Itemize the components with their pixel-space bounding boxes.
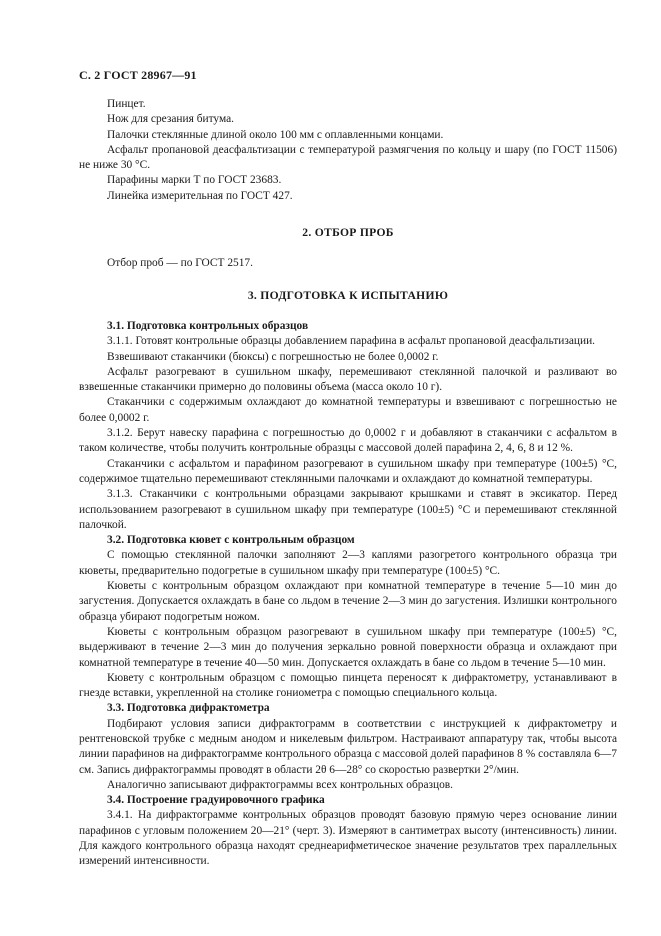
section-2-text: Отбор проб — по ГОСТ 2517. bbox=[107, 257, 253, 270]
subsection-3-4-heading: 3.4. Построение градуировочного графика bbox=[107, 794, 325, 807]
paragraph: Кюветы с контрольным образцом разогревают в сушильном шкафу при температуре (100±5) °С, выдерживают в течение 2—3 мин до получения зеркально ровной поверхности образца и охлаждают при комнатной температуре в течение 40—50 мин. Допускается охлаждать в бане со льдом в течение 5—10 мин. bbox=[79, 625, 617, 669]
paragraph: Стаканчики с асфальтом и парафином разогревают в сушильном шкафу при температуре (100±5) °С, содержимое тщательно перемешивают стеклянными палочками и охлаждают до комнатной температуры. bbox=[79, 457, 617, 485]
equipment-item: Асфальт пропановой деасфальтизации с температурой размягчения по кольцу и шару (по ГОСТ 11506) не ниже 30 °С. bbox=[79, 143, 617, 172]
subsection-3-2-heading: 3.2. Подготовка кювет с контрольным образцом bbox=[107, 534, 355, 547]
document-body bbox=[79, 97, 617, 870]
paragraph: Кюветы с контрольным образцом охлаждают при комнатной температуре в течение 5—10 мин до загустения. Допускается охлаждать в бане со льдом в течение 2—3 мин до загустения. Излишки контрольного образца убирают подогретым ножом. bbox=[79, 580, 617, 623]
equipment-item: Линейка измерительная по ГОСТ 427. bbox=[107, 189, 293, 202]
paragraph: 3.1.1. Готовят контрольные образцы добавлением парафина в асфальт пропановой деасфальтизации. bbox=[107, 335, 596, 348]
equipment-list bbox=[79, 97, 617, 204]
section-3-heading: 3. ПОДГОТОВКА К ИСПЫТАНИЮ bbox=[247, 288, 449, 302]
paragraph: Асфальт разогревают в сушильном шкафу, перемешивают стеклянной палочкой и разливают во взвешенные стаканчики примерно до половины объема (масса около 10 г). bbox=[79, 365, 617, 394]
paragraph: 3.1.2. Берут навеску парафина с погрешностью до 0,0002 г и добавляют в стаканчики с асфальтом в таком количестве, чтобы получить контрольные образцы с массовой долей парафина 2, 4, 6, 8 и 12 %. bbox=[79, 427, 617, 455]
paragraph: 3.1.3. Стаканчики с контрольными образцами закрывают крышками и ставят в эксикатор. Перед использованием разогревают в сушильном шкафу при температуре (100±5) °С и перемешивают стеклянной палочкой. bbox=[79, 488, 617, 531]
equipment-item: Палочки стеклянные длиной около 100 мм с оплавленными концами. bbox=[107, 128, 444, 141]
subsection-3-1-heading: 3.1. Подготовка контрольных образцов bbox=[107, 319, 309, 332]
equipment-item: Парафины марки Т по ГОСТ 23683. bbox=[107, 174, 282, 187]
equipment-item: Нож для срезания битума. bbox=[107, 113, 234, 126]
subsection-3-3-heading: 3.3. Подготовка дифрактометра bbox=[107, 702, 270, 715]
paragraph: 3.4.1. На дифрактограмме контрольных образцов проводят базовую прямую через основание линии парафинов с угловым положением 20—21° (черт. 3). Измеряют в сантиметрах высоту (интенсивность) линии. Для каждого контрольного образца находят среднеарифметическое значение результатов трех параллельных измерений интенсивности. bbox=[79, 809, 617, 868]
section-2-heading: 2. ОТБОР ПРОБ bbox=[302, 226, 394, 240]
page-header: С. 2 ГОСТ 28967—91 bbox=[79, 68, 197, 82]
paragraph: Подбирают условия записи дифрактограмм в соответствии с инструкцией к дифрактометру и рентгеновской трубке с медным анодом и никелевым фильтром. Настраивают аппаратуру так, чтобы высота линии парафинов на дифрактограмме контрольного образца с массовой долей парафинов 8 % составляла 6—7 см. Запись дифрактограммы проводят в области 2θ 6—28° со скоростью развертки 2°/мин. bbox=[79, 717, 617, 776]
paragraph: Взвешивают стаканчики (бюксы) с погрешностью не более 0,0002 г. bbox=[107, 350, 439, 363]
paragraph: Аналогично записывают дифрактограммы всех контрольных образцов. bbox=[107, 778, 454, 791]
paragraph: С помощью стеклянной палочки заполняют 2—3 каплями разогретого контрольного образца три кюветы, предварительно подогретые в сушильном шкафу при температуре (100±5) °С. bbox=[79, 549, 617, 577]
paragraph: Кювету с контрольным образцом с помощью пинцета переносят к дифрактометру, устанавливают в гнезде вставки, укрепленной на столике гониометра с помощью специального кольца. bbox=[79, 671, 617, 700]
equipment-item: Пинцет. bbox=[107, 98, 146, 110]
paragraph: Стаканчики с содержимым охлаждают до комнатной температуры и взвешивают с погрешностью не более 0,0002 г. bbox=[79, 396, 617, 424]
